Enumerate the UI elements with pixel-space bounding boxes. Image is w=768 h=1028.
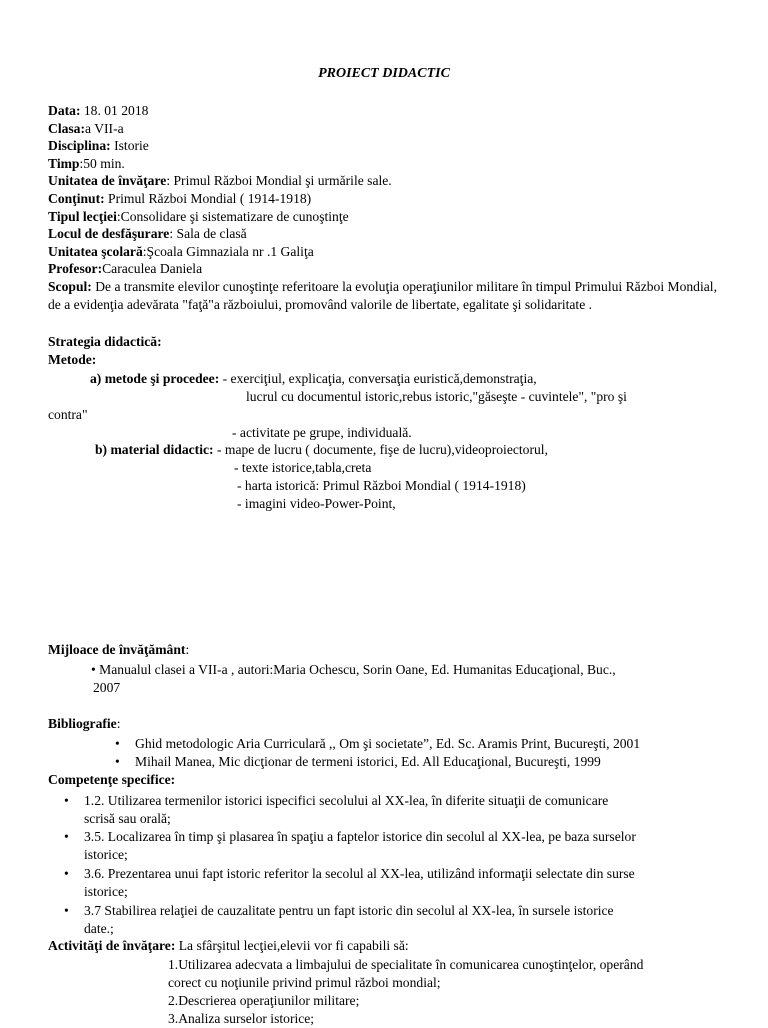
- field-label: Conţinut:: [48, 191, 105, 206]
- mijloace-item-line1: • Manualul clasei a VII-a , autori:Maria Ochescu, Sorin Oane, Ed. Humanitas Educaţional, Buc.,: [91, 662, 616, 677]
- bibliografie-bullet: •: [115, 736, 120, 751]
- metode-a-label: a) metode şi procedee:: [90, 371, 220, 386]
- mijloace-label: Mijloace de învăţământ: [48, 642, 186, 657]
- field-value: : Sala de clasă: [169, 226, 247, 242]
- competente-heading-text: Competenţe specifice:: [48, 772, 176, 787]
- field-label: Locul de desfăşurare: [48, 226, 170, 242]
- competente-item-line1: 1.2. Utilizarea termenilor istorici ispecifici secolului al XX-lea, în diferite situaţii de comunicare: [84, 793, 609, 808]
- competente-item-line2: istorice;: [84, 884, 128, 899]
- field-timp: [48, 155, 728, 173]
- field-value: a VII-a: [85, 120, 124, 136]
- metode-a-line3: contra": [48, 407, 88, 422]
- competente-item-line2: istorice;: [84, 847, 128, 862]
- mijloace-heading: [48, 641, 728, 659]
- bibliografie-colon: :: [116, 716, 121, 731]
- obiectiv-2: 2.Descrierea operaţiunilor militare;: [168, 993, 360, 1008]
- strategia-heading: [48, 333, 728, 351]
- field-value: De a transmite elevilor cunoştinţe referitoare la evoluţia operaţiunilor militare în timpul Primului Război Mondial, de a evidenţia adevărata "faţă"a războiului, promovând valorile de libertate, egalitate şi solidaritate .: [48, 279, 717, 312]
- mijloace-item-line2: 2007: [93, 680, 121, 695]
- field-clasa: [48, 120, 728, 138]
- activitati-line: [48, 937, 728, 955]
- competente-item-line1: 3.7 Stabilirea relaţiei de cauzalitate pentru un fapt istoric din secolul al XX-lea, în sursele istorice: [84, 903, 614, 918]
- metode-heading-text: Metode:: [48, 351, 97, 367]
- material-b-line2: - texte istorice,tabla,creta: [234, 460, 372, 475]
- field-disciplina: [48, 137, 728, 155]
- field-label: Disciplina:: [48, 138, 111, 154]
- material-b-label: b) material didactic:: [95, 442, 214, 457]
- field-unitatea: [48, 172, 728, 190]
- field-scoala: [48, 243, 728, 261]
- bibliografie-heading: [48, 715, 728, 733]
- metode-a-line4: - activitate pe grupe, individuală.: [232, 425, 412, 440]
- material-b-line4: - imagini video-Power-Point,: [237, 496, 396, 511]
- competente-heading: [48, 771, 728, 789]
- metode-a-line: [90, 370, 728, 388]
- field-label: Unitatea de învăţare: [48, 173, 167, 189]
- mijloace-colon: :: [185, 642, 190, 657]
- material-b-line3: - harta istorică: Primul Război Mondial ( 1914-1918): [237, 478, 526, 493]
- activitati-label: Activităţi de învăţare:: [48, 938, 176, 953]
- field-label: Timp: [48, 155, 80, 171]
- obiectiv-1-line2: corect cu noţiunile privind primul război mondial;: [168, 975, 441, 990]
- competente-bullet: •: [64, 793, 69, 808]
- competente-bullet: •: [64, 903, 69, 918]
- field-profesor: [48, 260, 728, 278]
- obiectiv-3: 3.Analiza surselor istorice;: [168, 1011, 315, 1026]
- document-title: PROIECT DIDACTIC: [318, 66, 450, 81]
- competente-bullet: •: [64, 829, 69, 844]
- field-locul: [48, 225, 728, 243]
- field-continut: [48, 190, 728, 208]
- competente-item-line1: 3.5. Localizarea în timp şi plasarea în spaţiu a faptelor istorice din secolul al XX-lea, pe baza surselor: [84, 829, 636, 844]
- field-label: Clasa:: [48, 120, 86, 136]
- field-data: [48, 102, 728, 120]
- material-b-line: [95, 441, 728, 459]
- obiectiv-1-line1: 1.Utilizarea adecvata a limbajului de specialitate în comunicarea cunoştinţelor, operând: [168, 957, 644, 972]
- strategia-heading-text: Strategia didactică:: [48, 334, 162, 349]
- field-label: Data:: [48, 103, 81, 118]
- field-value: Istorie: [110, 138, 149, 154]
- competente-bullet: •: [64, 866, 69, 881]
- bibliografie-label: Bibliografie: [48, 716, 117, 731]
- field-label: Profesor:: [48, 261, 103, 277]
- field-tipul: [48, 208, 728, 226]
- metode-a-text: - exerciţiul, explicaţia, conversaţia euristică,demonstraţia,: [219, 371, 537, 386]
- field-label: Tipul lecţiei: [48, 208, 117, 224]
- bibliografie-bullet: •: [115, 754, 120, 769]
- bibliografie-item: Mihail Manea, Mic dicţionar de termeni istorici, Ed. All Educaţional, Bucureşti, 1999: [135, 754, 601, 769]
- field-value: :50 min.: [79, 155, 125, 171]
- activitati-value: La sfârşitul lecţiei,elevii vor fi capabili să:: [175, 938, 409, 953]
- metode-a-line2: lucrul cu documentul istoric,rebus istoric,"găseşte - cuvintele", "pro şi: [246, 389, 627, 404]
- competente-item-line2: scrisă sau orală;: [84, 811, 171, 826]
- field-value: Primul Război Mondial ( 1914-1918): [104, 191, 312, 206]
- field-value: : Primul Război Mondial şi urmările sale.: [166, 173, 392, 189]
- bibliografie-item: Ghid metodologic Aria Curriculară ,, Om şi societate”, Ed. Sc. Aramis Print, Bucureşti, 2001: [135, 736, 641, 751]
- field-label: Unitatea şcolară: [48, 243, 143, 259]
- field-value: :Consolidare şi sistematizare de cunoştinţe: [116, 208, 349, 224]
- field-value: :Şcoala Gimnaziala nr .1 Galiţa: [142, 243, 314, 259]
- field-value: Caraculea Daniela: [102, 261, 203, 277]
- field-scopul: [48, 278, 728, 313]
- competente-item-line2: date.;: [84, 921, 114, 936]
- metode-heading: [48, 351, 728, 369]
- material-b-text: - mape de lucru ( documente, fişe de lucru),videoproiectorul,: [213, 442, 548, 457]
- field-label: Scopul:: [48, 279, 92, 294]
- competente-item-line1: 3.6. Prezentarea unui fapt istoric referitor la secolul al XX-lea, utilizând informaţii selectate din surse: [84, 866, 635, 881]
- field-value: 18. 01 2018: [80, 103, 149, 118]
